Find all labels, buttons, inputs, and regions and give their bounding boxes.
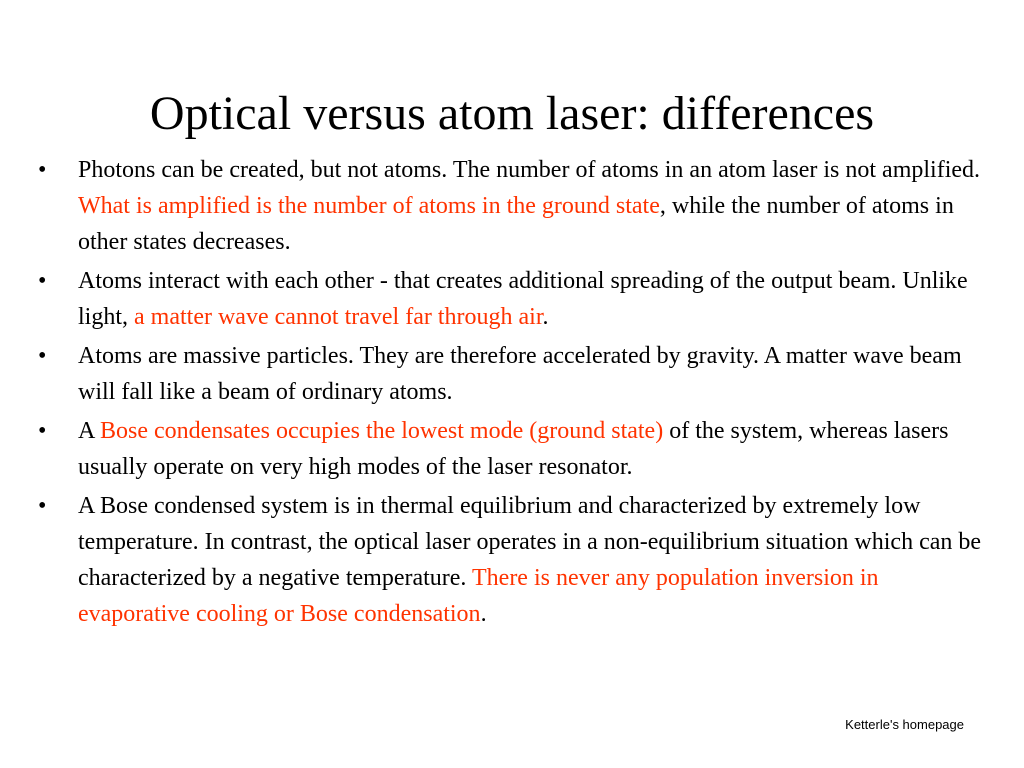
bullet-marker: •	[38, 268, 47, 294]
bullet-text: of the system, whereas lasers usually operate on very high modes of the laser resonator.	[78, 418, 949, 480]
highlighted-text: What is amplified is the number of atoms in the ground state	[78, 193, 660, 219]
bullet-text: A	[78, 418, 101, 444]
bullet-item	[38, 488, 988, 632]
bullet-item	[38, 152, 988, 260]
bullet-item	[38, 338, 988, 410]
bullet-text: , while the number of atoms in other states decreases.	[78, 193, 954, 255]
bullet-marker: •	[38, 157, 47, 183]
bullet-text: .	[480, 601, 487, 627]
bullet-marker: •	[38, 493, 47, 519]
bullet-text: Atoms are massive particles. They are therefore accelerated by gravity. A matter wave beam will fall like a beam of ordinary atoms.	[78, 343, 962, 405]
highlighted-text: There is never any population inversion in evaporative cooling or Bose condensation	[78, 565, 879, 627]
bullet-marker: •	[38, 418, 47, 444]
bullet-text: Photons can be created, but not atoms. The number of atoms in an atom laser is not amplified.	[78, 157, 981, 183]
bullet-item	[38, 413, 988, 485]
bullet-text: .	[542, 304, 549, 330]
highlighted-text: a matter wave cannot travel far through air	[134, 304, 543, 330]
homepage-link[interactable]: Ketterle's homepage	[845, 717, 964, 732]
bullet-item	[38, 263, 988, 335]
highlighted-text: Bose condensates occupies the lowest mode (ground state)	[100, 418, 664, 444]
slide-title: Optical versus atom laser: differences	[149, 87, 875, 140]
bullet-text: Atoms interact with each other - that creates additional spreading of the output beam. Unlike light,	[78, 268, 968, 330]
bullet-marker: •	[38, 343, 47, 369]
bullet-text: A Bose condensed system is in thermal equilibrium and characterized by extremely low temperature. In contrast, the optical laser operates in a non-equilibrium situation which can be characterized by a negative temperature.	[78, 493, 982, 591]
bullet-list	[38, 152, 988, 635]
